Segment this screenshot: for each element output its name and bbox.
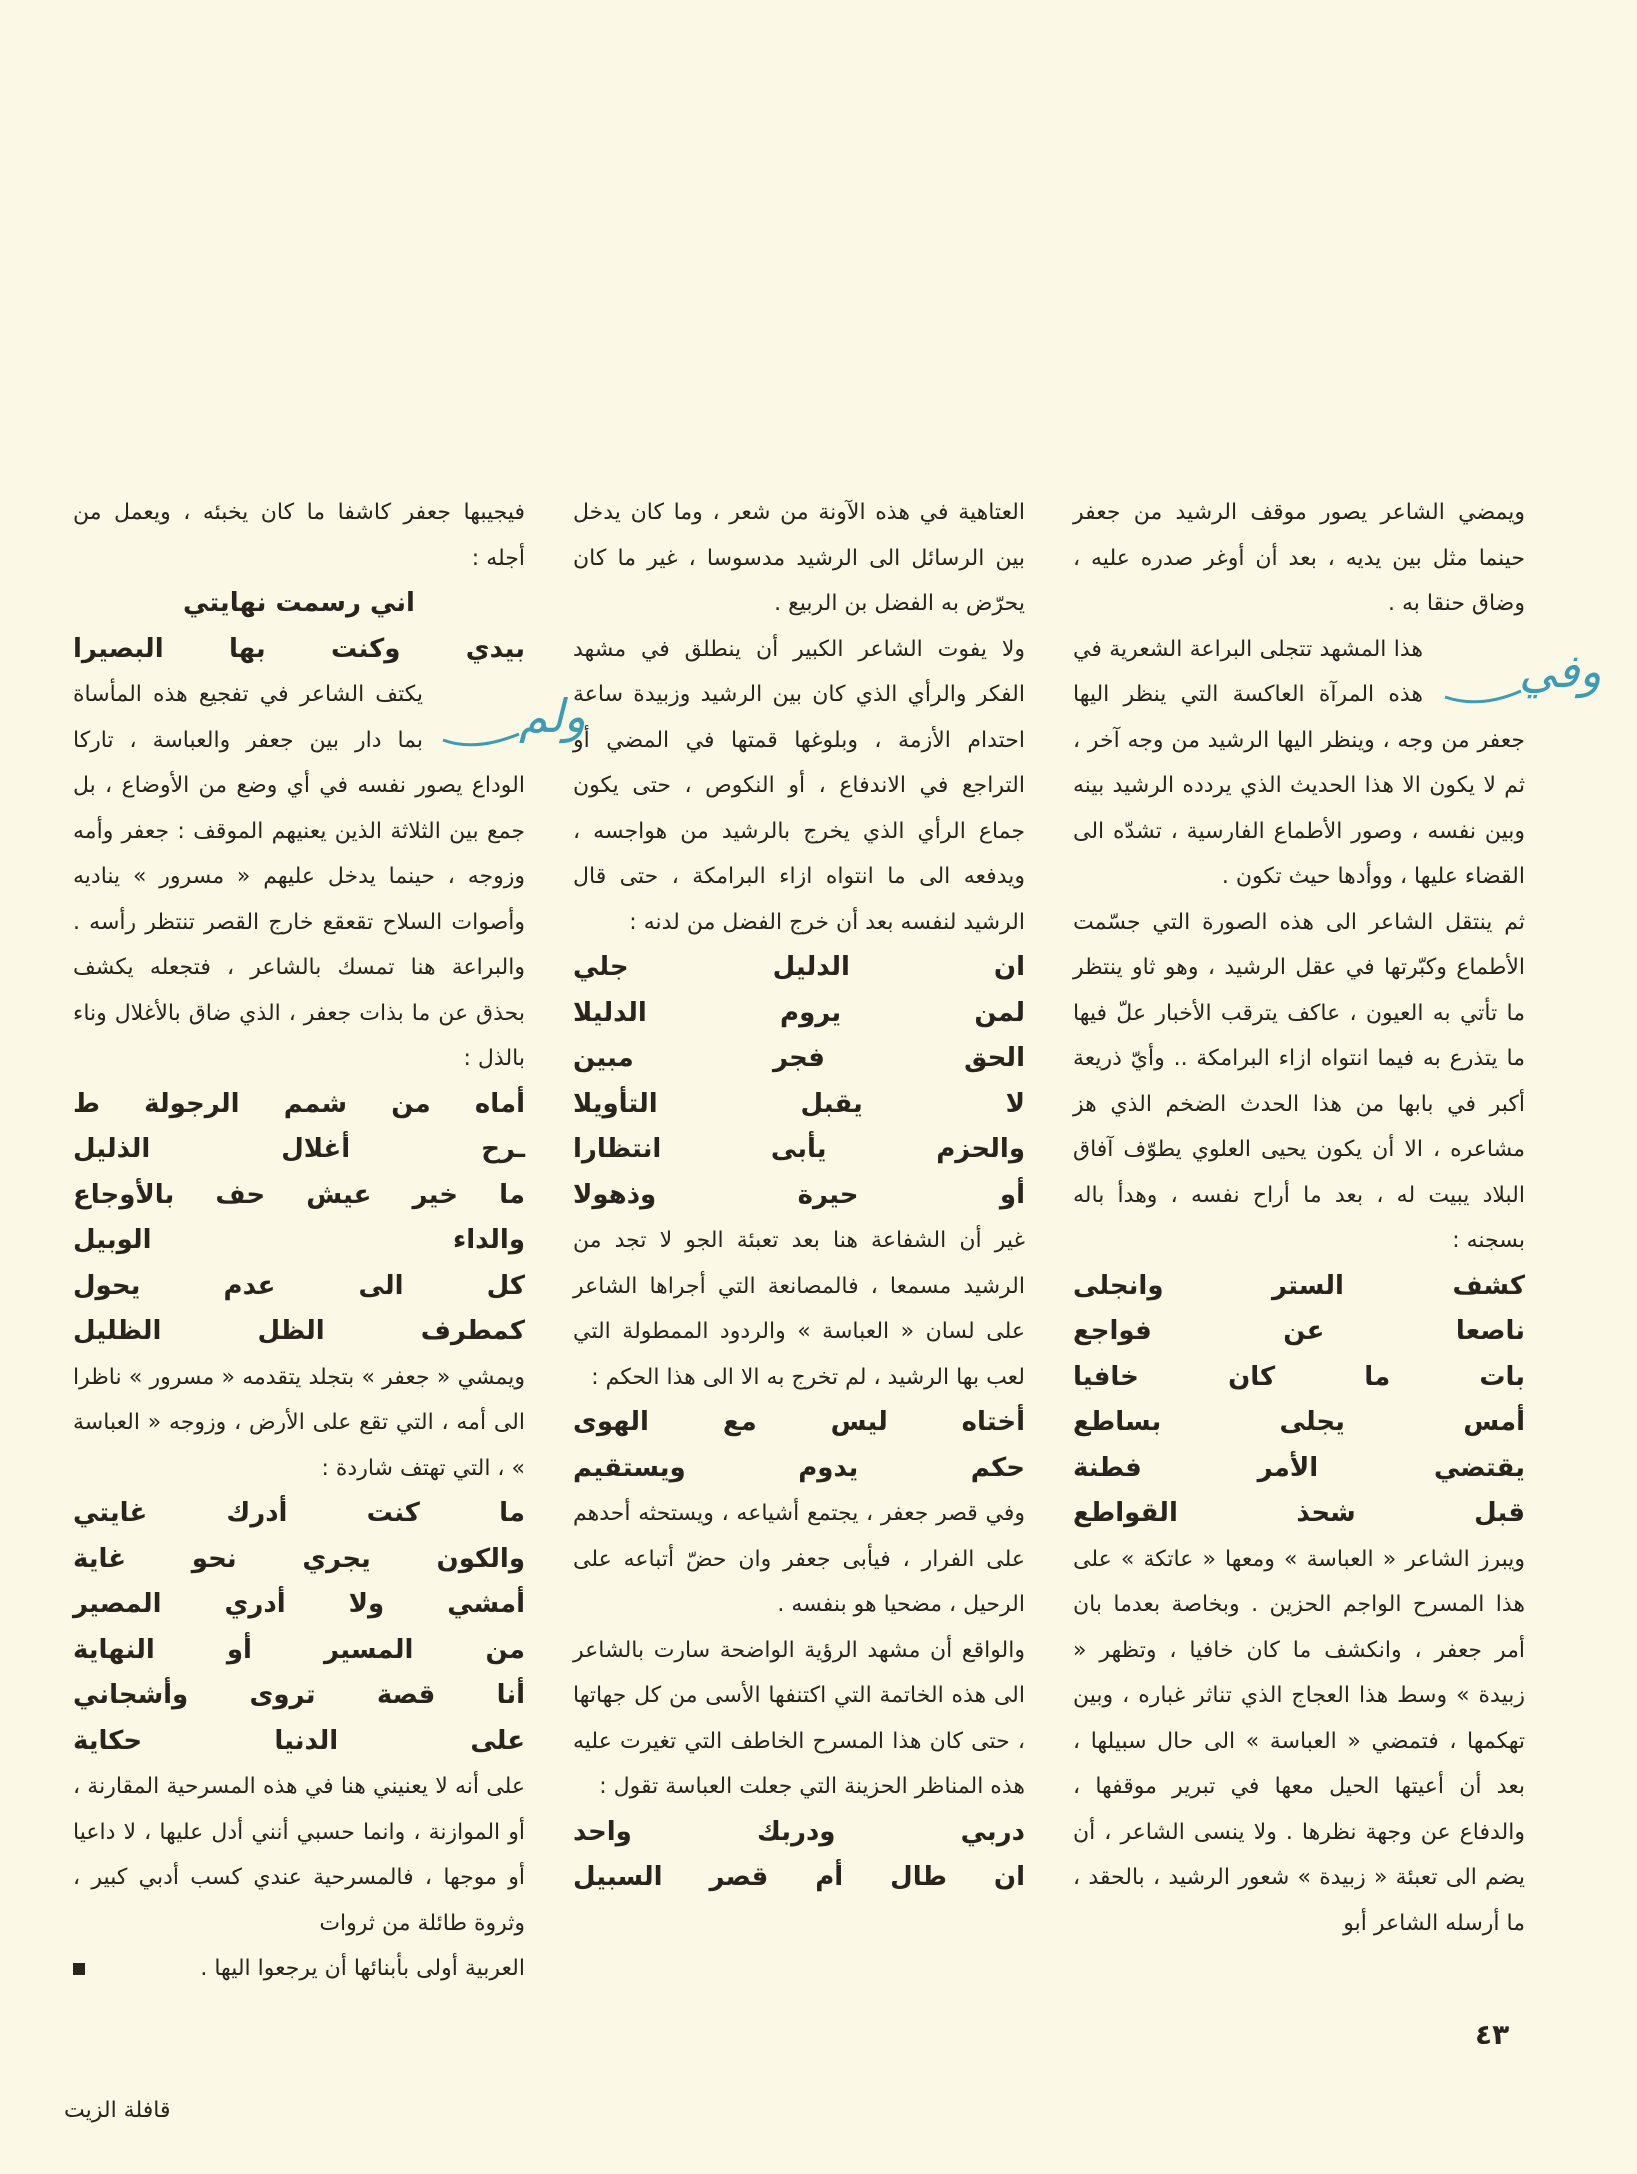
column-middle [573,490,1025,1901]
verse-line: والكون يجري نحو غاية [73,1543,525,1574]
paragraph: ويمشي « جعفر » بتجلد يتقدمه « مسرور » ناظرا الى أمه ، التي تقع على الأرض ، وزوجه « العباسة » ، التي تهتف شاردة : [73,1364,525,1481]
column-right [1073,490,1602,1946]
column-left [73,490,586,1992]
dropcap-paragraph-text: يكتف الشاعر في تفجيع هذه المأساة بما دار بين جعفر والعباسة ، تاركا الوداع يصور نفسه في أي وضع من الأوضاع ، بل جمع بين الثلاثة الذين يعنيهم الموقف : جعفر وأمه وزوجه ، حينما يدخل عليهم « مسرور » يناديه وأصوات السلاح تقعقع خارج القصر تنتظر رأسه . والبراعة هنا تمسك بالشاعر ، فتجعله يكشف بحذق عن ما بذات جعفر ، الذي ضاق بالأغلال وناء بالذل : [73,682,525,1071]
paragraph [1073,627,1602,900]
dropcap-paragraph-text: هذا المشهد تتجلى البراعة الشعرية في هذه المرآة العاكسة التي ينظر اليها جعفر من وجه ، وينظر اليها الرشيد من وجه آخر ، ثم لا يكون الا هذا الحديث الذي يردده الرشيد بينه وبين نفسه ، وصور الأطماع الفارسية ، تشدّه الى القضاء عليها ، ووأدها حيث تكون . [1073,636,1525,889]
verse-line: لمن يروم الدليلا [573,997,1025,1028]
paragraph: فيجيبها جعفر كاشفا ما كان يخبئه ، ويعمل من أجله : [73,500,525,571]
verse-line: ما خير عيش حف بالأوجاع [73,1179,525,1210]
verse-line: أماه من شمم الرجولة ط [73,1088,525,1119]
verse-line: والداء الوبيل [73,1225,525,1255]
verse-line: أو حيرة وذهولا [573,1179,1025,1210]
end-mark-icon [73,1963,85,1975]
paragraph: غير أن الشفاعة هنا بعد تعبئة الجو لا تجد من الرشيد مسمعا ، فالمصانعة التي أجراها الشاعر على لسان « العباسة » والردود الممطولة التي لعب بها الرشيد ، لم تخرج به الا الى هذا الحكم : [573,1228,1025,1390]
verse-line: أنا قصة تروى وأشجاني [73,1680,525,1710]
page-number: ٤٣ [1475,2018,1510,2051]
paragraph: ويبرز الشاعر « العباسة » ومعها « عاتكة » على هذا المسرح الواجم الحزين . وبخاصة بعدما بان أمر جعفر ، وانكشف ما كان خافيا ، وتظهر « زبيدة » وسط هذا العجاج الذي تناثر غباره ، وبين تهكمها ، فتمضي « العباسة » الى حال سبيلها ، بعد أن أعيتها الحيل معها في تبرير موقفها ، والدفاع عن وجهة نظرها . ولا ينسى الشاعر ، أن يضم الى تعبئة « زبيدة » شعور الرشيد ، بالحقد ، ما أرسله الشاعر أبو [1073,1546,1525,1936]
footer-magazine-title: قافلة الزيت [64,2098,171,2123]
paragraph [73,672,586,1082]
verse-line: كمطرف الظل الظليل [73,1316,525,1346]
verse-line: ـرح أغلال الذليل [73,1134,525,1164]
verse-line: أختاه ليس مع الهوى [573,1407,1025,1437]
verse-line: ان الدليل جلي [573,952,1025,982]
verse-line: بيدي وكنت بها البصيرا [73,633,525,664]
paragraph: ويمضي الشاعر يصور موقف الرشيد من جعفر حينما مثل بين يديه ، بعد أن أوغر صدره عليه ، وضاق حنقا به . [1073,500,1525,616]
verse-line: قبل شحذ القواطع [1073,1498,1525,1528]
verse-line: كل الى عدم يحول [73,1270,525,1301]
paragraph: وفي قصر جعفر ، يجتمع أشياعه ، ويستحثه أحدهم على الفرار ، فيأبى جعفر وان حضّ أتباعه على الرحيل ، مضحيا هو بنفسه . [573,1501,1025,1617]
paragraph: العتاهية في هذه الآونة من شعر ، وما كان يدخل بين الرسائل الى الرشيد مدسوسا ، غير ما كان يحرّض به الفضل بن الربيع . [573,500,1025,616]
dropcap-text: وفي [1519,643,1602,698]
paragraph: ولا يفوت الشاعر الكبير أن ينطلق في مشهد الفكر والرأي الذي كان بين الرشيد وزبيدة ساعة احتدام الأزمة ، وبلوغها قمتها في المضي أو التراجع في الاندفاع ، أو النكوص ، حتى يكون جماع الرأي الذي يخرج بالرشيد من هواجسه ، ويدفعه الى ما انتواه ازاء البرامكة ، حتى قال الرشيد لنفسه بعد أن خرج الفضل من لدنه : [573,636,1025,935]
verse-line: ان طال أم قصر السبيل [573,1862,1025,1892]
verse-line: أمشي ولا أدري المصير [73,1589,525,1619]
last-line [73,1946,525,1992]
verse-line: كشف الستر وانجلى [1073,1270,1525,1301]
dropcap-ornament [435,676,586,756]
dropcap-text: ولم [519,689,586,743]
verse-line: لا يقبل التأويلا [573,1088,1025,1119]
paragraph: على أنه لا يعنيني هنا في هذه المسرحية المقارنة ، أو الموازنة ، وانما حسبي أنني أدل عليها ، لا داعيا أو موجها ، فالمسرحية عندي كسب أدبي كبير ، وثروة طائلة من ثروات [73,1774,525,1936]
verse-line: ما كنت أدرك غايتي [73,1498,525,1528]
verse-line: حكم يدوم ويستقيم [573,1452,1025,1483]
verse-line: والحزم يأبى انتظارا [573,1134,1025,1164]
last-line-text: العربية أولى بأبنائها أن يرجعوا اليها . [200,1956,525,1981]
verse-line: على الدنيا حكاية [73,1725,525,1756]
paragraph: والواقع أن مشهد الرؤية الواضحة سارت بالشاعر الى هذه الخاتمة التي اكتنفها الأسى من كل جهاتها ، حتى كان هذا المسرح الخاطف التي تغيرت عليه هذه المناظر الحزينة التي جعلت العباسة تقول : [573,1637,1025,1799]
paragraph: ثم ينتقل الشاعر الى هذه الصورة التي جسّمت الأطماع وكبّرتها في عقل الرشيد ، وهو ثاو ينتظر ما تأتي به العيون ، عاكف يترقب الأخبار علّ فيها ما يتذرع به فيما انتواه ازاء البرامكة .. وأيّ ذريعة أكبر في بابها من هذا الحدث الضخم الذي هز مشاعره ، الا أن يكون يحيى العلوي يطوّف آفاق البلاد يبيت له ، بعد ما أراح نفسه ، وهدأ باله بسجنه : [1073,909,1525,1253]
dropcap-ornament [1435,631,1602,711]
verse-line: أمس يجلى بساطع [1073,1407,1525,1437]
verse-line: بات ما كان خافيا [1073,1361,1525,1392]
verse-line: اني رسمت نهايتي [183,588,415,618]
verse-line: دربي ودربك واحد [573,1816,1025,1847]
verse-line: الحق فجر مبين [573,1043,1025,1073]
verse-line: يقتضي الأمر فطنة [1073,1452,1525,1483]
verse-line: ناصعا عن فواجع [1073,1316,1525,1346]
verse-line: من المسير أو النهاية [73,1634,525,1665]
